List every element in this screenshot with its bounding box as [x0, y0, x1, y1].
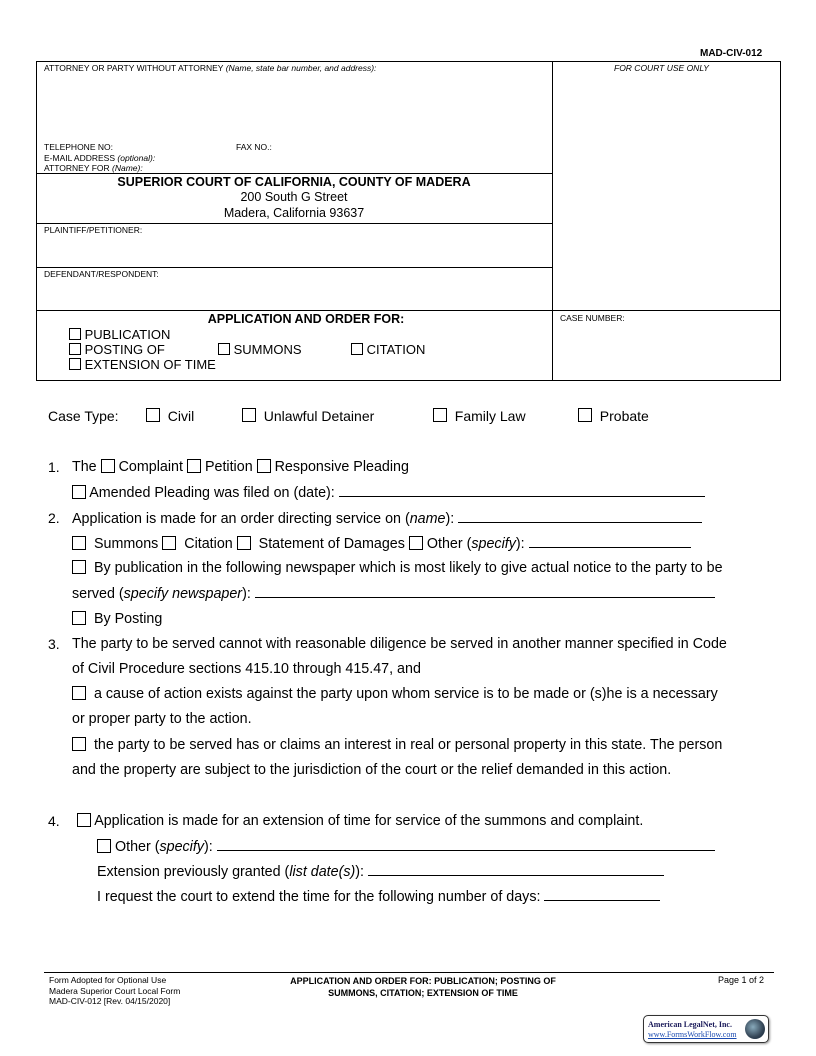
- item-4-line: Application is made for an extension of time for service of the summons and complaint.: [77, 813, 643, 829]
- case-type-civil[interactable]: Civil: [146, 408, 194, 424]
- item-2-publication: By publication in the following newspaper which is most likely to give actual notice to the party to be: [72, 560, 723, 576]
- posting-checkbox[interactable]: [69, 343, 81, 355]
- item-2-documents: Summons Citation Statement of Damages Other (specify):: [72, 535, 691, 552]
- application-title: APPLICATION AND ORDER FOR:: [207, 312, 405, 326]
- petition-checkbox[interactable]: [187, 459, 201, 473]
- court-use-label: FOR COURT USE ONLY: [614, 63, 709, 73]
- item-4-number: 4.: [48, 813, 60, 829]
- amended-date-field[interactable]: [339, 484, 705, 497]
- item-2-newspaper: served (specify newspaper):: [72, 585, 715, 602]
- item-4-extension: Extension previously granted (list date(s)):: [97, 863, 664, 880]
- court-city: Madera, California 93637: [223, 206, 365, 220]
- other-extension-field[interactable]: [217, 838, 715, 851]
- publication-checkbox[interactable]: [69, 328, 81, 340]
- item-3-number: 3.: [48, 636, 60, 652]
- cause-of-action-checkbox[interactable]: [72, 686, 86, 700]
- by-posting-checkbox[interactable]: [72, 611, 86, 625]
- days-field[interactable]: [544, 888, 660, 901]
- page-number: Page 1 of 2: [718, 975, 765, 985]
- responsive-checkbox[interactable]: [257, 459, 271, 473]
- court-street: 200 South G Street: [240, 190, 348, 204]
- property-interest-checkbox[interactable]: [72, 737, 86, 751]
- family-checkbox[interactable]: [433, 408, 447, 422]
- other-extension-checkbox[interactable]: [97, 839, 111, 853]
- citation-checkbox[interactable]: [351, 343, 363, 355]
- email-label: E-MAIL ADDRESS (optional):: [44, 153, 156, 163]
- other-doc-checkbox[interactable]: [409, 536, 423, 550]
- item-4-request: I request the court to extend the time for the following number of days:: [97, 888, 660, 905]
- case-type-family[interactable]: Family Law: [433, 408, 526, 424]
- unlawful-checkbox[interactable]: [242, 408, 256, 422]
- case-number-label: CASE NUMBER:: [560, 313, 625, 323]
- option-summons[interactable]: SUMMONS: [218, 342, 302, 357]
- item-1-line: The Complaint Petition Responsive Pleading: [72, 459, 409, 475]
- telephone-label: TELEPHONE NO:: [44, 142, 113, 152]
- footer-rule: [44, 972, 774, 973]
- summons-doc-checkbox[interactable]: [72, 536, 86, 550]
- option-citation[interactable]: CITATION: [351, 342, 425, 357]
- legalnet-logo[interactable]: American LegalNet, Inc. www.FormsWorkFlow.com: [643, 1015, 769, 1043]
- extension-time-checkbox[interactable]: [77, 813, 91, 827]
- item-3-line-1: The party to be served cannot with reasonable diligence be served in another manner specified in Code: [72, 636, 727, 652]
- case-type-unlawful[interactable]: Unlawful Detainer: [242, 408, 374, 424]
- attorney-label: ATTORNEY OR PARTY WITHOUT ATTORNEY (Name, state bar number, and address):: [44, 63, 377, 73]
- citation-doc-checkbox[interactable]: [162, 536, 176, 550]
- footer-title: APPLICATION AND ORDER FOR: PUBLICATION; POSTING OF SUMMONS, CITATION; EXTENSION OF TIME: [290, 976, 556, 998]
- item-3-b: the party to be served has or claims an interest in real or personal property in this state. The person: [72, 737, 722, 753]
- globe-icon: [745, 1019, 765, 1039]
- option-publication[interactable]: PUBLICATION: [69, 327, 170, 342]
- item-3-b-line-2: and the property are subject to the jurisdiction of the court or the relief demanded in this action.: [72, 762, 672, 778]
- extension-dates-field[interactable]: [368, 863, 664, 876]
- option-extension[interactable]: EXTENSION OF TIME: [69, 357, 216, 372]
- item-1-number: 1.: [48, 459, 60, 475]
- probate-checkbox[interactable]: [578, 408, 592, 422]
- publication-newspaper-checkbox[interactable]: [72, 560, 86, 574]
- option-posting[interactable]: POSTING OF: [69, 342, 165, 357]
- defendant-label: DEFENDANT/RESPONDENT:: [44, 269, 159, 279]
- service-name-field[interactable]: [458, 510, 702, 523]
- item-4-other: Other (specify):: [97, 838, 715, 855]
- newspaper-field[interactable]: [255, 585, 715, 598]
- summons-checkbox[interactable]: [218, 343, 230, 355]
- extension-checkbox[interactable]: [69, 358, 81, 370]
- item-3-line-2: of Civil Procedure sections 415.10 through 415.47, and: [72, 661, 421, 677]
- court-name: SUPERIOR COURT OF CALIFORNIA, COUNTY OF MADERA: [117, 175, 471, 189]
- amended-checkbox[interactable]: [72, 485, 86, 499]
- form-id: MAD-CIV-012: [700, 48, 763, 59]
- complaint-checkbox[interactable]: [101, 459, 115, 473]
- civil-checkbox[interactable]: [146, 408, 160, 422]
- damages-checkbox[interactable]: [237, 536, 251, 550]
- other-doc-field[interactable]: [529, 535, 691, 548]
- item-2-line: Application is made for an order directing service on (name):: [72, 510, 702, 527]
- case-type-label: Case Type:: [48, 408, 119, 424]
- footer-left: Form Adopted for Optional Use Madera Superior Court Local Form MAD-CIV-012 [Rev. 04/15/2020]: [49, 975, 181, 1006]
- item-3-a-line-2: or proper party to the action.: [72, 711, 252, 727]
- case-type-probate[interactable]: Probate: [578, 408, 649, 424]
- fax-label: FAX NO.:: [236, 142, 272, 152]
- item-2-posting: By Posting: [72, 611, 162, 627]
- item-2-number: 2.: [48, 510, 60, 526]
- item-3-a: a cause of action exists against the party upon whom service is to be made or (s)he is a necessary: [72, 686, 718, 702]
- item-1-amended: Amended Pleading was filed on (date):: [72, 484, 705, 501]
- attorney-for-label: ATTORNEY FOR (Name):: [44, 163, 143, 173]
- plaintiff-label: PLAINTIFF/PETITIONER:: [44, 225, 143, 235]
